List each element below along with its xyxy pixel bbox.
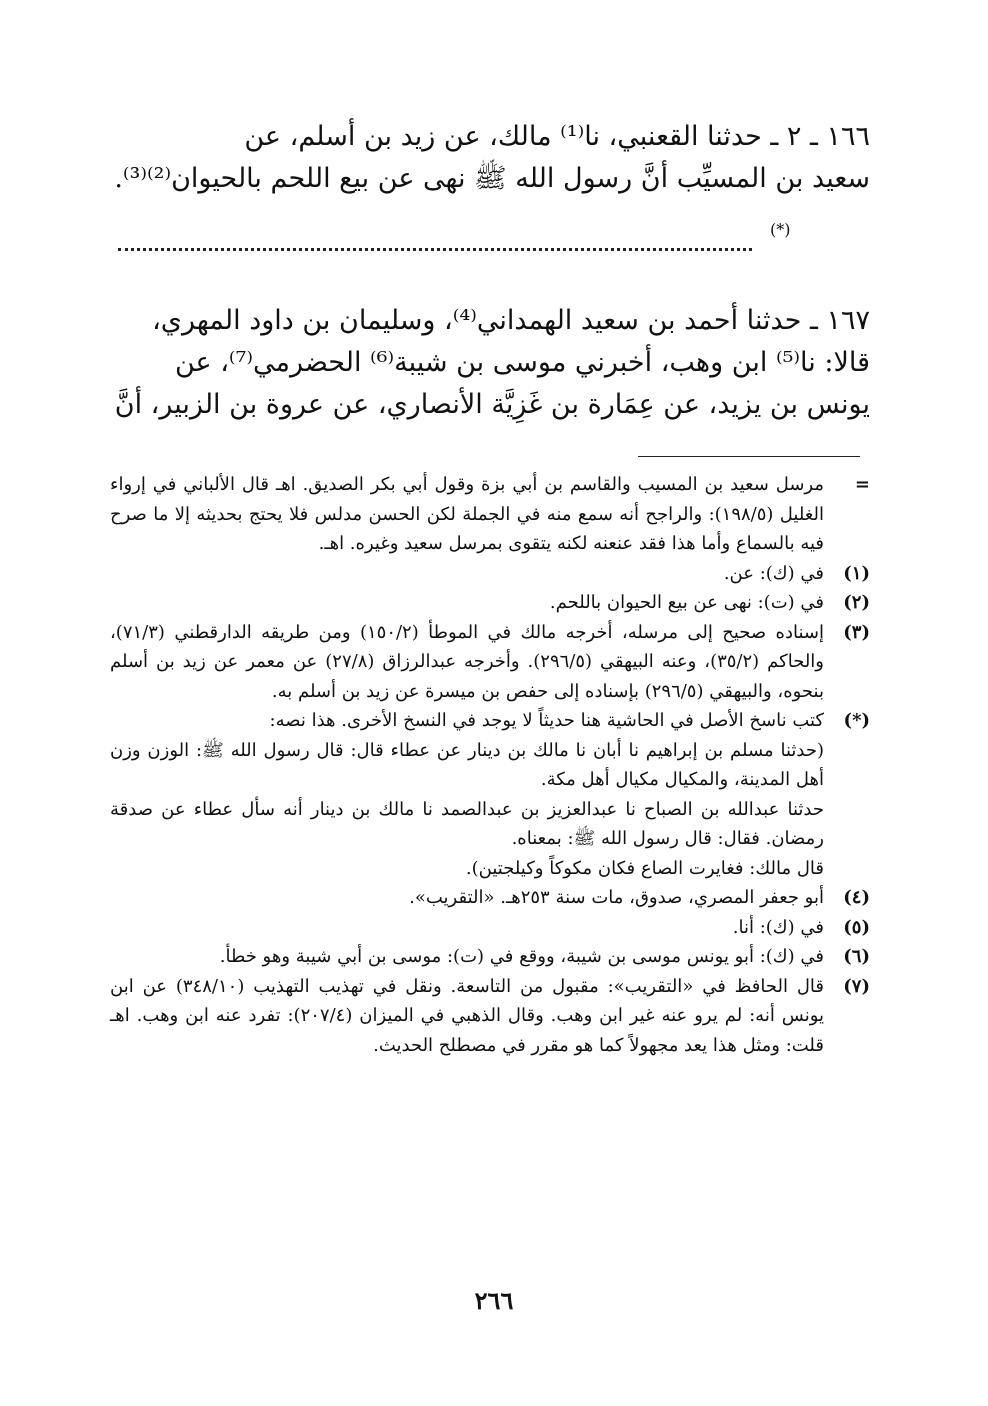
footnote-label: = <box>854 474 870 495</box>
footnote-star-para-3: قال مالك: فغايرت الصاع فكان مكوكاً وكيلجتين). <box>465 857 824 879</box>
footnote-label: (٢) <box>843 592 870 613</box>
footnote-star-para-1: (حدثنا مسلم بن إبراهيم نا أبان نا مالك بن دينار عن عطاء قال: قال رسول الله ﷺ: الوزن وزن أهل المدينة، والمكيال مكيال أهل مكة. <box>110 739 824 790</box>
footnote-6 <box>110 942 870 972</box>
footnote-text <box>110 706 824 883</box>
footnote-label: (٦) <box>843 946 870 967</box>
footnote-label: (٧) <box>843 975 870 997</box>
footnote-text: في (ك): أنا. <box>732 916 824 938</box>
footnote-3 <box>110 618 870 707</box>
footnote-text: قال الحافظ في «التقريب»: مقبول من التاسعة. ونقل في تهذيب التهذيب (٣٤٨/١٠) عن ابن يونس أنه: لم يرو عنه غير ابن وهب. وقال الذهبي في الميزان (٢٠٧/٤): تفرد عنه ابن وهب. اهـ قلت: ومثل هذا يعد مجهولاً كما هو مقرر في مصطلح الحديث. <box>110 975 825 1056</box>
footnote-star-para-2: حدثنا عبدالله بن الصباح نا عبدالعزيز بن عبدالصمد نا مالك بن دينار أنه سأل عطاء عن صدقة رمضان. فقال: قال رسول الله ﷺ: بمعناه. <box>110 798 824 849</box>
footnote-text: في (ت): نهى عن بيع الحيوان باللحم. <box>549 592 824 613</box>
footnote-label: (٤) <box>843 887 870 908</box>
footnote-1 <box>110 559 870 589</box>
hadith-167 <box>110 300 870 426</box>
footnote-text: في (ك): عن. <box>723 562 824 584</box>
footnote-text: أبو جعفر المصري، صدوق، مات سنة ٢٥٣هـ. «التقريب». <box>409 887 824 908</box>
footnote-5 <box>110 913 870 943</box>
dotted-separator <box>118 248 752 251</box>
hadith-167-line-1: ١٦٧ ـ حدثنا أحمد بن سعيد الهمداني⁽⁴⁾، وسليمان بن داود المهري، <box>152 305 870 336</box>
footnote-2 <box>110 588 870 618</box>
footnote-star-intro: كتب ناسخ الأصل في الحاشية هنا حديثاً لا يوجد في النسخ الأخرى. هذا نصه: <box>269 710 824 731</box>
footnote-text: إسناده صحيح إلى مرسله، أخرجه مالك في الموطأ (١٥٠/٢) ومن طريقه الدارقطني (٧١/٣)، والحاكم (٣٥/٢)، وعنه البيهقي (٢٩٦/٥). وأخرجه عبدالرزاق (٢٧/٨) عن معمر عن زيد بن أسلم بنحوه، والبيهقي (٢٩٦/٥) بإسناده إلى حفص بن ميسرة عن زيد بن أسلم به. <box>110 621 824 702</box>
footnote-star <box>110 706 870 883</box>
footnote-label: (٣) <box>843 621 870 643</box>
footnote-text: في (ك): أبو يونس موسى بن شيبة، ووقع في (ت): موسى بن أبي شيبة وهو خطأ. <box>219 946 824 967</box>
hadith-167-line-2: قالا: نا⁽⁵⁾ ابن وهب، أخبرني موسى بن شيبة⁽⁶⁾ الحضرمي⁽⁷⁾، عن <box>174 347 870 378</box>
footnote-7 <box>110 972 870 1061</box>
hadith-166-line-2: سعيد بن المسيِّب أنَّ رسول الله ﷺ نهى عن بيع اللحم بالحيوان⁽²⁾⁽³⁾. <box>114 163 870 194</box>
hadith-166-line-1: ١٦٦ ـ ٢ ـ حدثنا القعنبي، نا⁽¹⁾ مالك، عن زيد بن أسلم، عن <box>244 121 870 152</box>
footnote-text: مرسل سعيد بن المسيب والقاسم بن أبي بزة وقول أبي بكر الصديق. اهـ قال الألباني في إرواء الغليل (١٩٨/٥): والراجح أنه سمع منه في الجملة لكن الحسن مدلس فلا يحتج بحديثه إلا ما صرح فيه بالسماع وأما هذا فقد عنعنه لكنه يتقوى بمرسل سعيد وغيره. اهـ. <box>110 474 824 554</box>
hadith-166 <box>110 116 870 200</box>
footnote-label: (*) <box>843 710 870 731</box>
hadith-167-line-3: يونس بن يزيد، عن عِمَارة بن غَزِيَّة الأنصاري، عن عروة بن الزبير، أنَّ <box>114 389 870 420</box>
asterisk-marker: (*) <box>770 220 791 239</box>
footnote-label: (١) <box>843 562 870 584</box>
footnote-rule <box>638 456 860 457</box>
page-number: ٢٦٦ <box>474 1286 514 1315</box>
footnote-continuation <box>110 470 870 559</box>
footnote-label: (٥) <box>843 916 870 938</box>
footnote-4 <box>110 883 870 913</box>
footnotes <box>110 470 870 1060</box>
